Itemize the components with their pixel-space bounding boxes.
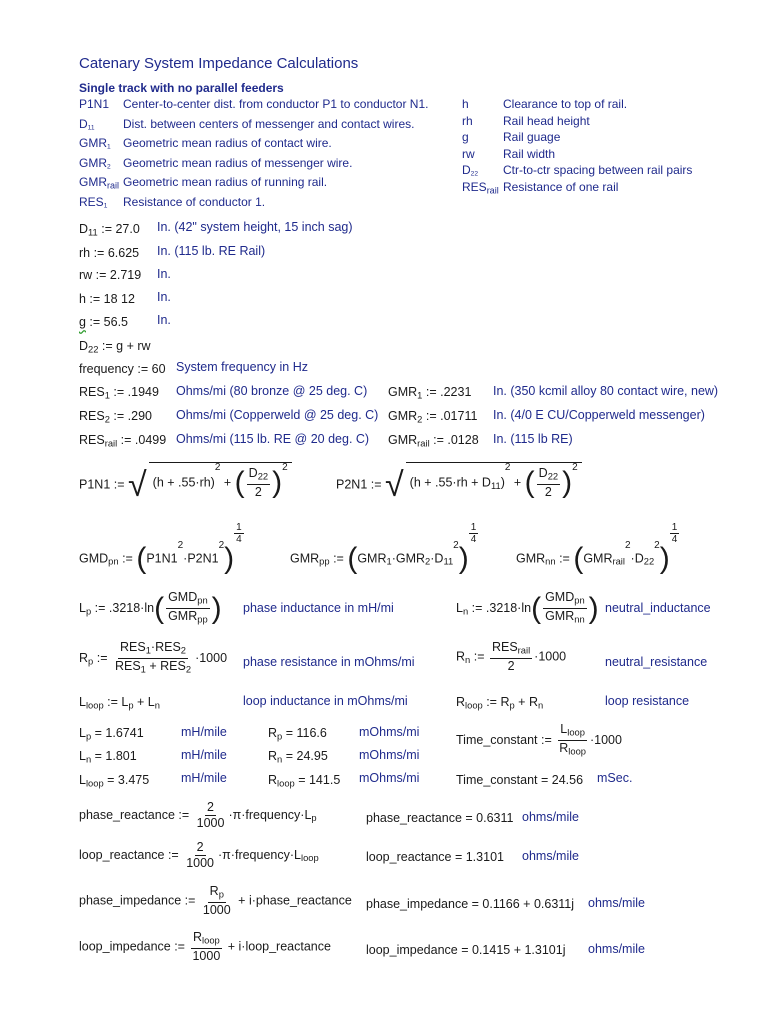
definition-symbol: $GMR_1$ xyxy=(79,136,111,151)
definition-symbol: g xyxy=(462,130,469,144)
resistance-note: Ohms/mi (80 bronze @ 25 deg. C) xyxy=(176,384,368,398)
rw-definition: rw := 2.719 xyxy=(79,268,142,282)
frequency-value: 60 xyxy=(151,362,166,376)
p1n1-formula: P1N1 := √ $(h + .55\cdot rh)^2$ + ( $\frac{D_{22}}{2}$ )$^2$ xyxy=(79,464,292,502)
definition-symbol: $D_{11}$ xyxy=(79,116,95,132)
resistance-note: Ohms/mi (115 lb. RE @ 20 deg. C) xyxy=(176,432,370,446)
lp-formula: $L_p$ := .3218·ln( $\frac{GMD_{pn}}{GMR_{pp}}$ ) xyxy=(79,590,222,625)
ln-const: .3218 xyxy=(485,601,518,616)
gmdpn-formula: $GMD_{pn}$ := $(P1N1^2\cdot P2N1^2)$ $\frac{1}{4}$ xyxy=(79,522,242,575)
ln-formula: $L_n$ := .3218·ln( $\frac{GMD_{pn}}{GMR_{nn}}$ ) xyxy=(456,590,599,625)
rloop-result: $R_{loop} = 141.5$ xyxy=(268,773,341,789)
definition-symbol: $D_{22}$ xyxy=(462,163,479,178)
phase-impedance-result: phase_impedance = 0.1166 + 0.6311j xyxy=(366,897,575,911)
rw-note: In. xyxy=(157,267,171,281)
page-subtitle: Single track with no parallel feeders xyxy=(79,81,284,95)
loop-impedance-unit: ohms/mile xyxy=(588,942,645,956)
h-definition: h := 18 12 xyxy=(79,292,135,306)
d22-expr: g + rw xyxy=(116,339,151,353)
rloop-formula: $R_{loop}$ := $R_p + R_n$ xyxy=(456,695,544,711)
rp-unit: mOhms/mi xyxy=(359,725,420,739)
time-constant-unit: mSec. xyxy=(597,771,633,785)
resistance-assignment: $RES_1$ := .1949 xyxy=(79,385,159,401)
loop-reactance-unit: ohms/mile xyxy=(522,849,579,863)
h-note: In. xyxy=(157,290,171,304)
rp-result: $R_p = 116.6$ xyxy=(268,726,327,742)
definition-symbol: h xyxy=(462,97,469,111)
definition-symbol: $RES_1$ xyxy=(79,194,108,210)
rh-note: In. (115 lb. RE Rail) xyxy=(157,244,266,258)
gmr-assignment: $GMR_{rail}$ := .0128 xyxy=(388,433,479,449)
gmr-note: In. (4/0 E CU/Copperweld messenger) xyxy=(493,408,705,422)
d22-definition: $D_{22}$ := g + rw xyxy=(79,339,151,355)
rp-note: phase resistance in mOhms/mi xyxy=(243,655,415,669)
definition-symbol: rw xyxy=(462,146,475,161)
definition-text: Rail width xyxy=(503,146,556,161)
loop-reactance-result: loop_reactance = 1.3101 xyxy=(366,850,504,864)
lloop-formula: $L_{loop}$ := $L_p + L_n$ xyxy=(79,695,160,711)
lp-note: phase inductance in mH/mi xyxy=(243,601,394,615)
g-note: In. xyxy=(157,313,171,327)
resistance-assignment: $RES_{rail}$ := .0499 xyxy=(79,433,167,449)
definition-symbol: $RES_{rail}$ xyxy=(462,179,499,195)
definition-text: Clearance to top of rail. xyxy=(503,97,628,111)
gmrpp-formula: $GMR_{pp}$ := $(GMR_1\cdot GMR_2\cdot D_{11}^2)$ $\frac{1}{4}$ xyxy=(290,522,477,575)
p2n1-formula: P2N1 := √ $(h + .55\cdot rh + D_{11})^2$ + ( $\frac{D_{22}}{2}$ )$^2$ xyxy=(336,464,582,502)
ln-note: neutral_inductance xyxy=(605,601,711,615)
g-definition: g := 56.5 xyxy=(79,315,129,329)
rh-definition: rh := 6.625 xyxy=(79,246,140,260)
rn-formula: $R_n$ := $\frac{RES_{rail}}{2}$ ·1000 xyxy=(456,640,567,674)
gmr-note: In. (350 kcmil alloy 80 contact wire, new) xyxy=(493,384,719,398)
rn-note: neutral_resistance xyxy=(605,655,708,669)
definition-symbol: P1N1 xyxy=(79,97,110,111)
d11-value: 27.0 xyxy=(115,222,140,236)
ln-result: $L_n = 1.801$ xyxy=(79,749,137,765)
rn-result: $R_n = 24.95$ xyxy=(268,749,328,765)
phase-reactance-result: phase_reactance = 0.6311 xyxy=(366,811,514,825)
phase-impedance-unit: ohms/mile xyxy=(588,896,645,910)
definition-text: Resistance of conductor 1. xyxy=(123,194,266,209)
lp-const: .3218 xyxy=(108,601,141,616)
time-constant-result: Time_constant = 24.56 xyxy=(456,773,584,787)
lp-unit: mH/mile xyxy=(181,725,227,739)
lloop-result: $L_{loop} = 3.475$ xyxy=(79,773,150,789)
rloop-unit: mOhms/mi xyxy=(359,771,420,785)
resistance-note: Ohms/mi (Copperweld @ 25 deg. C) xyxy=(176,408,379,422)
gmr-assignment: $GMR_2$ := .01711 xyxy=(388,409,478,425)
definition-symbol: $GMR_{rail}$ xyxy=(79,175,120,191)
definition-text: Geometric mean radius of running rail. xyxy=(123,175,328,189)
lp-result: $L_p = 1.6741$ xyxy=(79,726,144,742)
definition-symbol: $GMR_2$ xyxy=(79,155,111,171)
rh-value: 6.625 xyxy=(107,246,140,260)
loop-impedance-result: loop_impedance = 0.1415 + 1.3101j xyxy=(366,943,566,957)
rloop-note: loop resistance xyxy=(605,694,690,708)
definition-text: Rail guage xyxy=(503,130,561,144)
loop-reactance-formula: loop_reactance := $\frac{2}{1000}$ $\cdot\pi\cdot frequency\cdot L_{loop}$ xyxy=(79,840,319,870)
frequency-note: System frequency in Hz xyxy=(176,360,308,374)
gmrnn-formula: $GMR_{nn}$ := $(GMR_{rail}^2\cdot D_{22}^2)$ $\frac{1}{4}$ xyxy=(516,522,678,575)
time-constant-formula: Time_constant := $\frac{L_{loop}}{R_{loop}}$ ·1000 xyxy=(456,722,622,757)
rw-value: 2.719 xyxy=(109,268,142,282)
definition-text: Ctr-to-ctr spacing between rail pairs xyxy=(503,163,693,177)
definition-text: Center-to-center dist. from conductor P1 to conductor N1. xyxy=(123,97,429,111)
g-value: 56.5 xyxy=(103,315,129,329)
page-title: Catenary System Impedance Calculations xyxy=(79,55,359,72)
definition-text: Dist. between centers of messenger and contact wires. xyxy=(123,116,415,131)
gmr-assignment: $GMR_1$ := .2231 xyxy=(388,385,472,401)
definition-text: Resistance of one rail xyxy=(503,179,619,194)
rn-mult: 1000 xyxy=(538,649,567,664)
definition-text: Rail head height xyxy=(503,113,590,128)
h-value: 18 12 xyxy=(103,292,135,306)
lloop-note: loop inductance in mOhms/mi xyxy=(243,694,408,708)
rp-mult: 1000 xyxy=(199,651,228,666)
rp-formula: $R_p$ := $\frac{RES_1\cdot RES_2}{RES_1 + RES_2}$ ·1000 xyxy=(79,640,228,675)
lloop-unit: mH/mile xyxy=(181,771,227,785)
resistance-assignment: $RES_2$ := .290 xyxy=(79,409,152,425)
d11-note: In. (42" system height, 15 inch sag) xyxy=(157,220,353,234)
frequency-definition: frequency := 60 xyxy=(79,362,166,376)
d11-definition: $D_{11}$ := 27.0 xyxy=(79,222,140,238)
loop-impedance-formula: loop_impedance := $\frac{R_{loop}}{1000}$ + i·loop_reactance xyxy=(79,930,331,964)
definition-symbol: rh xyxy=(462,113,473,128)
phase-reactance-unit: ohms/mile xyxy=(522,810,579,824)
phase-reactance-formula: phase_reactance := $\frac{2}{1000}$ $\cdot\pi\cdot frequency\cdot L_p$ xyxy=(79,800,317,830)
definition-text: Geometric mean radius of contact wire. xyxy=(123,136,332,150)
definition-text: Geometric mean radius of messenger wire. xyxy=(123,155,353,170)
ln-unit: mH/mile xyxy=(181,748,227,762)
phase-impedance-formula: phase_impedance := $\frac{R_p}{1000}$ + i·phase_reactance xyxy=(79,884,352,918)
gmr-note: In. (115 lb RE) xyxy=(493,432,573,446)
rn-unit: mOhms/mi xyxy=(359,748,420,762)
